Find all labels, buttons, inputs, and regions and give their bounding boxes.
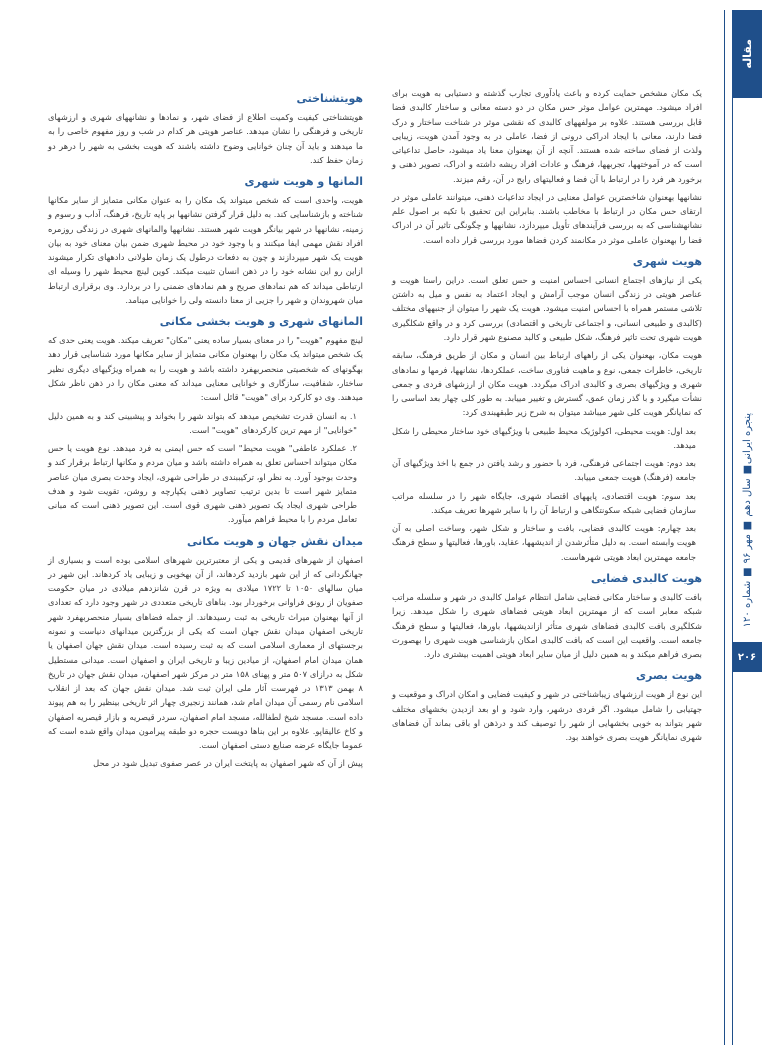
journal-info-text: پنجره ایرانی■ سال دهم ■ مهر ۹۶ ■ شماره ۱۲۰ xyxy=(741,412,753,628)
list-item: بعد اول: هویت محیطی، اکولوژیک محیط طبیعی با ویژگیهای خود ساختار محیطی را شکل میدهد. xyxy=(392,425,696,450)
list-item: بعد چهارم: هویت کالبدی فضایی، بافت و ساختار و شکل شهر، وساخت اصلی به آن هویت وابسته است. به دلیل متأثرشدن از اندیشهها، عقاید، باورها، فعالیتها و سطح فرهنگ جامعه مهمترین ابعاد هویتی شهرهاست. xyxy=(392,523,696,562)
sidebar-strip xyxy=(704,0,762,1045)
list-item: بعد سوم: هویت اقتصادی، پایههای اقتصاد شهری، جایگاه شهر را در سلسله مراتب سازمان فضایی شبکه سکونتگاهی و ارتباط آن را با سایر شهرها تعریف میکند. xyxy=(392,490,696,515)
paragraph: یک مکان مشخص حمایت کرده و باعث یادآوری تجارب گذشته و دستیابی به هویت برای افراد میشود. مهمترین عوامل موثر حس مکان در دو دسته معانی و ساختار کالبدی فضا قابل بررسی هستند. علاوه بر مولفههای کالبدی که نقشی موثر در شناخت ساختار و درک فضا دارند، معانی با ایجاد ادراکی درونی از فضا، عاملی در به وجود آمدن هویت، زیبایی ولذت از فضای ساخته شده هستند. آنچه از آن بهعنوان معنا یاد میشود، حاصل تداعیاتی است که در آموختهها، تجربهها، فرهنگ و عادات افراد ریشه داشته و ادراک، تصویر ذهنی و برخورد هر فرد را در ارتباط با آن فضا و فعالیتهای رایج در آن، رقم میزند. xyxy=(392,88,702,184)
section-heading: المانهای شهری و هویت بخشی مکانی xyxy=(159,315,363,329)
paragraph: هویتشناختی کیفیت وکمیت اطلاع از فضای شهر، و نمادها و نشانههای شهری و ارزشهای تاریخی و فرهنگی را نشان میدهد. عناصر هویتی هر کدام در شب و روز مفهوم خاصی را به ما میدهند و باید آن چنان خوانایی وضوح داشته باشند که هویت بخشی به شهر را درهر دو زمان حفظ کند. xyxy=(48,112,363,165)
list-item: ۲. عملکرد عاطفی" هویت محیط" است که حس ایمنی به فرد میدهد. نوع هویت یا حس مکان میتواند احساس تعلق به همراه داشته باشد و میان مردم و مکانها ارتباط برقرار کند و وحدت بوجود آورد. به نظر او، ترکیببندی در طراحی شهری، ایجاد وحدت بصری میان عناصر متمایز شهر است تا بدین ترتیب تصاویر ذهنی یکپارچه و روشن، تقویت شود و هدف طراحی شهری ایجاد یک تصویر ذهنی شهری قوی است. این تصویر ذهنی است که مبانی تعامل مردم را با محیط فراهم میآورد. xyxy=(48,443,357,525)
journal-info xyxy=(732,395,762,645)
list-item: ۱. به انسان قدرت تشخیص میدهد که بتواند شهر را بخواند و پیشبینی کند و به همین دلیل "خوانایی" از مهم ترین کارکردهای "هویت" است. xyxy=(48,410,357,435)
list-item: بعد دوم: هویت اجتماعی فرهنگی، فرد با حضور و رشد یافتن در جمع با اخذ ویژگیهای آن جامعه (فرهنگ) هویت جمعی مییابد. xyxy=(392,458,696,483)
sidebar-rule-inner xyxy=(724,10,725,1045)
section-heading: هویت کالبدی فضایی xyxy=(591,571,702,585)
section-tab xyxy=(732,10,762,98)
right-column xyxy=(392,86,702,748)
paragraph: لینچ مفهوم "هویت" را در معنای بسیار ساده یعنی "مکان" تعریف میکند. هویت یعنی حدی که یک شخص میتواند یک مکان را بهعنوان مکانی متمایز از سایر مکانها مورد شناسایی قرار دهد بهگونهای که شخصیتی منحصربهفرد داشته باشد و هویت را به همراه ویژگیهای دیگری نظیر ساختار، شفافیت، سازگاری و خوانایی معنایی میداند که معنی مکان را در ذهن ناظر شکل میدهند. وی دو کارکرد برای "هویت" قائل است: xyxy=(48,335,363,403)
section-heading: میدان نقش جهان و هویت مکانی xyxy=(187,534,363,548)
section-heading: هویتشناختی xyxy=(296,92,363,105)
paragraph: هویت مکان، بهعنوان یکی از راههای ارتباط بین انسان و مکان از طریق فرهنگ، سابقه تاریخی، خاطرات جمعی، نوع و ماهیت فناوری ساخت، عملکردها، نشانهها، فرمها و نمادهای شهری و ویژگیهای بصری و کالبدی ادراک میگردد. هویت مکان از ارزشهای فردی و جمعی نشأت میگیرد و با گذر زمان عمق، گسترش و تغییر مییابد. به طور کلی چهار بعد اساسی را که نمایانگر هویت کلی شهر میباشد میتوان به شرح زیر طبقهبندی کرد: xyxy=(392,350,702,418)
paragraph: نشانهها بهعنوان شاخصترین عوامل معنایی در ایجاد تداعیات ذهنی، میتوانند عاملی موثر در ارتقای حس مکان در ارتباط با مخاطب باشند. بنابراین این تحقیق با تکیه بر اصول علم نشانهشناسی که به بررسی فرآیندهای تأویل میپردازد، نشانهها و چگونگی تاثیر آن در ادراک فضا را بهعنوان عاملی موثر در مکانمند کردن فضاها مورد بررسی قرار داده است. xyxy=(392,191,702,245)
left-column xyxy=(48,84,363,775)
paragraph: هویت، واحدی است که شخص میتواند یک مکان را به عنوان مکانی متمایز از سایر مکانها شناخته و بازشناسایی کند. به دلیل قرار گرفتن نشانهها بر پایه تاریخ، فرهنگ، آداب و رسوم و زمینه، نشانهها در شهر بیانگر هویت شهر هستند. نشانهها والمانهای شهری در زندگی روزمره افراد نقش مهمی ایفا میکنند و با وجود خود در محیط شهری ضمن بیان معنای خود به بیان هویت یک شهر میپردازند و چون به دفعات درطول یک زمان طولانی دادههای تکرار میشوند ازاین رو این نشانه خود را در ذهن انسان تثبیت میکند. کوین لینچ محیط شهر را وسیله ای ارتباطی میداند که هم نمادهای صریح و هم نمادهای ضمنی را در بردارد. وی برقراری ارتباط میان شهروندان و شهر را جزیی از معنا دانسته ولی را خوانایی مینامد. xyxy=(48,195,363,305)
section-heading: المانها و هویت شهری xyxy=(244,175,363,189)
paragraph: پیش از آن که شهر اصفهان به پایتخت ایران در عصر صفوی تبدیل شود در محل xyxy=(93,758,363,769)
paragraph: این نوع از هویت ارزشهای زیباشناختی در شهر و کیفیت فضایی و امکان ادراک و موقعیت و جهتیابی را شامل میشود. اگر فردی درشهر، وارد شود و او بعد ازدیدن بخشهای مختلف شهر بتواند به خوبی بخشهایی از شهر را توصیف کند و درذهن او باقی بماند آن فضاهای شهری نمایانگر هویت بصری خواهند بود. xyxy=(392,689,702,743)
section-heading: هویت شهری xyxy=(632,254,702,268)
paragraph: یکی از نیازهای اجتماع انسانی احساس امنیت و حس تعلق است. دراین راستا هویت و عناصر هویتی در زندگی انسان موجب آرامش و ایجاد اعتماد به نفس و میل به داشتن تلاشی مستمر همراه با احساس امنیت میشود. هویت یک شهر را میتوان از جنبههای مختلف (کالبدی و طبیعی انسانی، و اجتماعی تاریخی و اقتصادی) بررسی کرد و در واقع شکلگیری هویت شهری تحت تاثیر فرهنگ، شکل طبیعی و کالبد مصنوع شهر قرار دارد. xyxy=(392,274,702,342)
page-number-box xyxy=(732,642,762,672)
paragraph: اصفهان از شهرهای قدیمی و یکی از معتبرترین شهرهای اسلامی بوده است و بسیاری از جهانگردانی که از این شهر بازدید کردهاند، از آن بهخوبی و زیبایی یاد کردهاند. این شهر در میان سالهای ۱۰۵۰ تا ۱۷۲۲ میلادی به ویژه در قرن شانزدهم میلادی در میان حکومت صفویان از رونق فراوانی برخوردار بود. بناهای تاریخی متعددی در شهر وجود دارد که تعدادی از آنها بهعنوان میراث تاریخی به ثبت رسیدهاند. از جمله فضاهای بسیار منحصربهفرد شهر تاریخی اصفهان میدان نقش جهان است که یکی از بزرگترین میدانهای دنیاست و نمونه برجستهای از معماری اسلامی است که به ثبت رسیده است. میدان نقش جهان اصفهان یا همان میدان امام اصفهان، از میادین زیبا و تاریخی ایران و اصفهان است. میدانی مستطیل شکل به درازای ۵۰۷ متر و پهنای ۱۵۸ متر در مرکز شهر اصفهان، میدان نقش جهان در تاریخ ۸ بهمن ۱۳۱۳ در فهرست آثار ملی ایران ثبت شد. میدان نقش جهان که بعد از انقلاب اسلامی نام رسمی آن میدان امام شد، همانند زنجیری چهار اثر تاریخی بینظیر را به هم پیوند داده است. مسجد شیخ لطفالله، مسجد امام اصفهان، سردر قیصریه و بازار قیصریه اصفهان و کاخ عالیقاپو. علاوه بر این بناها دویست حجره دو طبقه پیرامون میدان واقع شده است که عموما جایگاه عرضه صنایع دستی اصفهان است. xyxy=(48,554,364,751)
page-number: ۲۰۶ xyxy=(737,651,757,663)
section-label: مقاله xyxy=(740,39,754,69)
section-heading: هویت بصری xyxy=(635,669,702,683)
paragraph: بافت کالبدی و ساختار مکانی فضایی شامل انتظام عوامل کالبدی در شهر و سلسله مراتب شبکه معابر است که از مهمترین ابعاد هویتی فضاهای شهری را شکل میدهد. زیرا شکلگیری بافت کالبدی فضاهای شهری متأثر ازاندیشهها، باورها، فعالیتها و سطح فرهنگ جامعه است. واقعیت این است که بافت کالبدی امکان بازشناسی هویت شهری را بهصورت بصری فراهم میکند و به همین دلیل از میان سایر ابعاد هویتی اهمیت بیشتری دارد. xyxy=(392,591,702,660)
